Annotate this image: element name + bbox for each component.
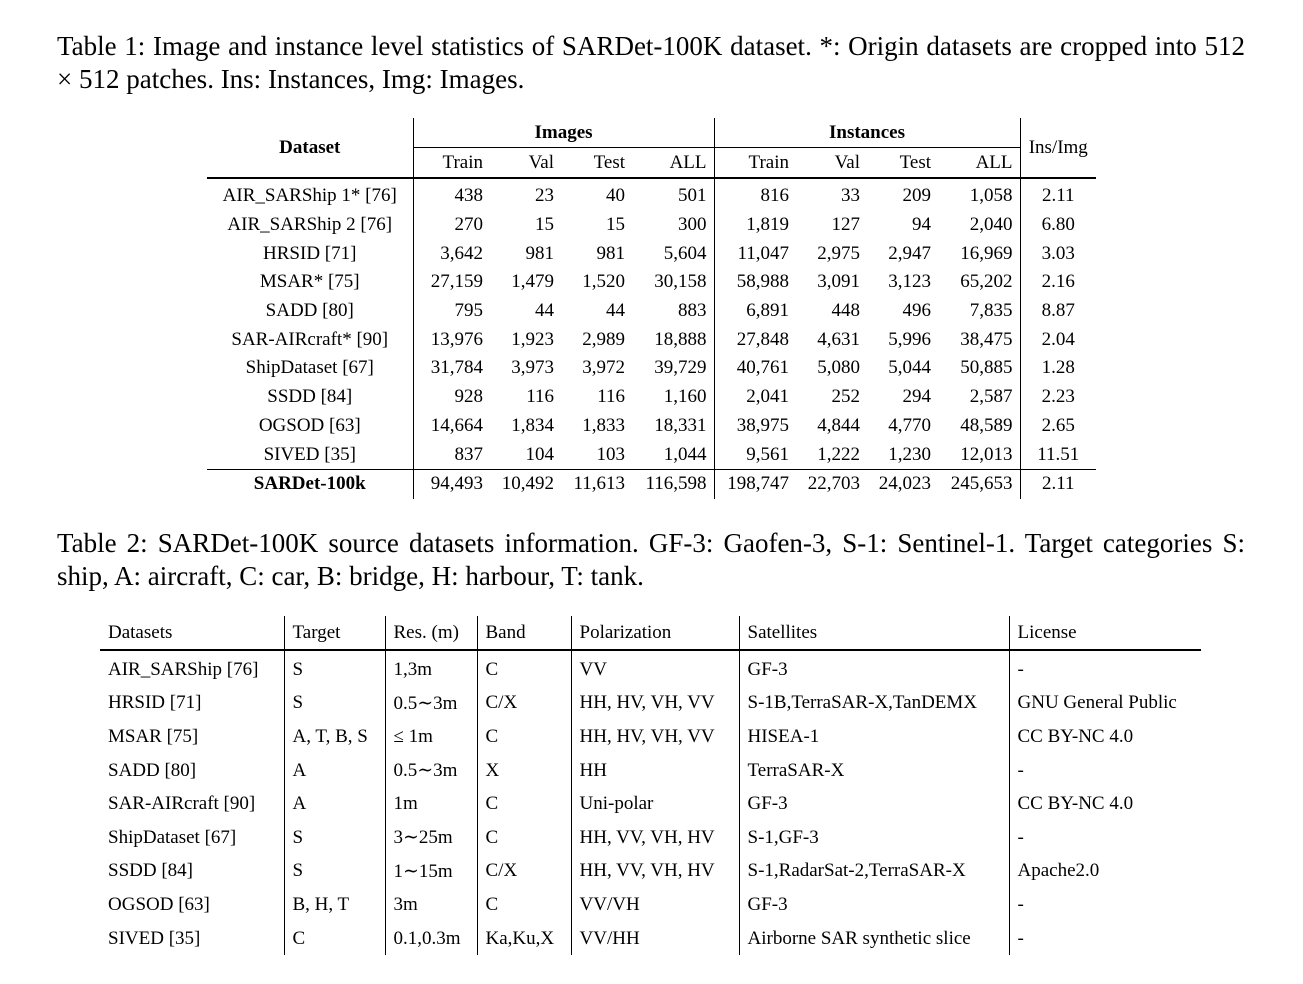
table2-cell: SSDD [84] [108,860,193,882]
dataset-name-cell: OGSOD [63] [258,414,361,436]
dataset-name-cell: AIR_SARShip 2 [76] [227,214,393,236]
images-value-cell: 501 [678,185,707,207]
table-row [207,325,1096,354]
header-images-test: Test [561,148,632,179]
instances-value-cell: 9,561 [714,440,796,469]
images-value-cell: 3,642 [413,239,490,268]
images-value-cell: 116 [526,386,554,408]
table2-cell: X [477,754,571,788]
table2-header-cell: License [1009,616,1201,650]
table2-cell: 1m [385,787,477,821]
table2-cell: GF-3 [739,787,1009,821]
table2-cell: C [284,922,385,956]
instances-value-cell: 2,041 [714,383,796,412]
images-value-cell: 13,976 [413,325,490,354]
instances-value-cell: 24,023 [867,469,938,498]
images-value-cell: 11,613 [561,469,632,498]
table2-cell: VV [571,650,739,687]
table2-cell: C/X [477,687,571,721]
images-value-cell: 14,664 [413,412,490,441]
table2-cell: GF-3 [739,888,1009,922]
images-value-cell: 40 [606,185,625,207]
images-value-cell: 1,479 [511,271,554,293]
instances-value-cell: 2,040 [969,214,1013,236]
table-row [100,754,1201,788]
images-value-cell: 116 [597,386,625,408]
table2-header-row [100,616,1201,650]
total-row [207,469,1096,498]
table-row [207,239,1096,268]
table-row [207,440,1096,469]
images-value-cell: 270 [413,211,490,240]
table2-cell: - [1009,650,1201,687]
instances-value-cell: 94 [912,214,931,236]
header-images-val: Val [490,148,561,179]
table-row [100,650,1201,687]
ratio-cell: 2.11 [1020,178,1096,211]
instances-value-cell: 65,202 [960,271,1013,293]
instances-value-cell: 48,589 [960,414,1013,436]
instances-value-cell: 5,044 [888,357,931,379]
table2-cell: Ka,Ku,X [477,922,571,956]
table-row [100,922,1201,956]
table-row [100,787,1201,821]
table2-cell: 0.1,0.3m [385,922,477,956]
table2-header-cell: Satellites [739,616,1009,650]
images-value-cell: 883 [678,300,707,322]
table2-cell: S [284,687,385,721]
table2-cell: HH, VV, VH, HV [571,821,739,855]
instances-value-cell: 22,703 [796,469,867,498]
table2-cell: - [1009,821,1201,855]
images-value-cell: 15 [606,214,625,236]
images-value-cell: 1,044 [663,443,707,465]
table2-cell: GNU General Public [1009,687,1201,721]
table2-cell: VV/HH [571,922,739,956]
instances-value-cell: 198,747 [714,469,796,498]
table2-cell: TerraSAR-X [739,754,1009,788]
dataset-name-cell: HRSID [71] [263,242,357,264]
table-row [207,383,1096,412]
table2-cell: C [477,720,571,754]
table2-cell: Apache2.0 [1009,855,1201,889]
images-value-cell: 981 [596,242,625,264]
instances-value-cell: 33 [841,185,860,207]
table-row [207,354,1096,383]
table2-cell: VV/VH [571,888,739,922]
images-value-cell: 94,493 [413,469,490,498]
table-row [207,268,1096,297]
ratio-cell: 2.04 [1020,325,1096,354]
table2-cell: A [284,754,385,788]
images-value-cell: 795 [413,297,490,326]
ratio-cell: 11.51 [1020,440,1096,469]
table2-cell: C [477,650,571,687]
table2-cell: SIVED [35] [108,927,201,949]
table2-cell: Uni-polar [571,787,739,821]
instances-value-cell: 496 [902,300,931,322]
table2-header-cell: Polarization [571,616,739,650]
table2-cell: S [284,821,385,855]
table2-cell: B, H, T [284,888,385,922]
images-value-cell: 5,604 [663,242,707,264]
instances-value-cell: 3,123 [888,271,931,293]
images-value-cell: 27,159 [413,268,490,297]
images-value-cell: 3,972 [582,357,625,379]
dataset-name-cell: SIVED [35] [263,443,356,465]
images-value-cell: 23 [535,185,554,207]
table2-cell: MSAR [75] [108,725,199,747]
header-images: Images [413,118,714,148]
table2-cell: Airborne SAR synthetic slice [739,922,1009,956]
header-dataset: Dataset [207,118,413,178]
table2-cell: HRSID [71] [108,692,202,714]
ratio-cell: 2.11 [1020,469,1096,498]
images-value-cell: 18,331 [654,414,707,436]
table2-cell: CC BY-NC 4.0 [1009,720,1201,754]
instances-value-cell: 1,222 [817,443,860,465]
instances-value-cell: 1,819 [714,211,796,240]
instances-value-cell: 2,587 [969,386,1013,408]
images-value-cell: 18,888 [654,328,707,350]
table2-cell: C [477,821,571,855]
instances-value-cell: 1,230 [888,443,931,465]
table2-header-cell: Target [284,616,385,650]
ratio-cell: 2.23 [1020,383,1096,412]
table2-cell: SADD [80] [108,759,197,781]
instances-value-cell: 4,631 [817,328,860,350]
table2-cell: OGSOD [63] [108,893,210,915]
header-instances-val: Val [796,148,867,179]
instances-value-cell: 2,947 [888,242,931,264]
instances-value-cell: 11,047 [714,239,796,268]
table2-cell: S [284,855,385,889]
table2-cell: 3∼25m [385,821,477,855]
instances-value-cell: 6,891 [714,297,796,326]
instances-value-cell: 5,996 [888,328,931,350]
table-row [100,821,1201,855]
table2-cell: - [1009,922,1201,956]
images-value-cell: 44 [606,300,625,322]
dataset-name-cell: ShipDataset [67] [245,357,374,379]
images-value-cell: 103 [596,443,625,465]
instances-value-cell: 4,770 [888,414,931,436]
instances-value-cell: 209 [902,185,931,207]
table2-cell: HH, HV, VH, VV [571,720,739,754]
images-value-cell: 1,160 [663,386,707,408]
table-row [100,720,1201,754]
instances-value-cell: 294 [902,386,931,408]
instances-value-cell: 3,091 [817,271,860,293]
ratio-cell: 2.16 [1020,268,1096,297]
table2-cell: C [477,888,571,922]
header-images-all: ALL [632,148,714,179]
dataset-name-cell: SADD [80] [265,300,354,322]
images-value-cell: 44 [535,300,554,322]
table-row [207,211,1096,240]
dataset-name-cell: AIR_SARShip 1* [76] [222,185,397,207]
table1-caption: Table 1: Image and instance level statistics of SARDet-100K dataset. *: Origin datasets are cropped into 512 × 512 patches. Ins: Instances, Img: Images. [57,31,1245,94]
dataset-name-cell: SARDet-100k [207,469,413,498]
images-value-cell: 300 [678,214,707,236]
table2-header-cell: Res. (m) [385,616,477,650]
images-value-cell: 1,834 [511,414,554,436]
table2-cell: 3m [385,888,477,922]
images-value-cell: 981 [525,242,554,264]
table-row [100,855,1201,889]
table2-cell: S-1,RadarSat-2,TerraSAR-X [739,855,1009,889]
table2-cell: 1,3m [385,650,477,687]
table2-cell: - [1009,754,1201,788]
table2-cell: HH, HV, VH, VV [571,687,739,721]
table2-cell: HH, VV, VH, HV [571,855,739,889]
images-value-cell: 116,598 [632,469,714,498]
instances-value-cell: 127 [831,214,860,236]
table2-cell: C/X [477,855,571,889]
dataset-statistics-table [207,118,1096,499]
images-value-cell: 31,784 [413,354,490,383]
instances-value-cell: 50,885 [960,357,1013,379]
ratio-cell: 3.03 [1020,239,1096,268]
instances-value-cell: 2,975 [817,242,860,264]
header-ins-per-img: Ins/Img [1020,118,1096,178]
images-value-cell: 30,158 [654,271,707,293]
table2-header-cell: Band [477,616,571,650]
images-value-cell: 15 [535,214,554,236]
table1-body [207,178,1096,499]
instances-value-cell: 38,475 [960,328,1013,350]
ratio-cell: 6.80 [1020,211,1096,240]
instances-value-cell: 245,653 [938,469,1020,498]
table2-cell: 1∼15m [385,855,477,889]
instances-value-cell: 1,058 [969,185,1013,207]
table2-cell: HISEA-1 [739,720,1009,754]
instances-value-cell: 816 [714,178,796,211]
table2-cell: S-1B,TerraSAR-X,TanDEMX [739,687,1009,721]
instances-value-cell: 5,080 [817,357,860,379]
header-instances-all: ALL [938,148,1020,179]
instances-value-cell: 58,988 [714,268,796,297]
ratio-cell: 2.65 [1020,412,1096,441]
images-value-cell: 837 [413,440,490,469]
ratio-cell: 8.87 [1020,297,1096,326]
images-value-cell: 104 [525,443,554,465]
table2-caption: Table 2: SARDet-100K source datasets information. GF-3: Gaofen-3, S-1: Sentinel-1. Target categories S: ship, A: aircraft, C: car, B: bridge, H: harbour, T: tank. [57,528,1245,591]
table-row [100,687,1201,721]
images-value-cell: 438 [413,178,490,211]
instances-value-cell: 16,969 [960,242,1013,264]
images-value-cell: 1,520 [582,271,625,293]
table-row [207,178,1096,211]
instances-value-cell: 4,844 [817,414,860,436]
table2-cell: S-1,GF-3 [739,821,1009,855]
images-value-cell: 1,833 [582,414,625,436]
instances-value-cell: 7,835 [969,300,1013,322]
source-datasets-table [100,616,1201,955]
instances-value-cell: 448 [831,300,860,322]
header-images-train: Train [413,148,490,179]
instances-value-cell: 252 [831,386,860,408]
table2-cell: A, T, B, S [284,720,385,754]
header-instances: Instances [714,118,1020,148]
table-row [207,297,1096,326]
instances-value-cell: 12,013 [960,443,1013,465]
dataset-name-cell: SSDD [84] [267,386,353,408]
table2-cell: 0.5∼3m [385,687,477,721]
dataset-name-cell: SAR-AIRcraft* [90] [231,328,389,350]
table-row [100,888,1201,922]
table2-cell: ShipDataset [67] [108,826,237,848]
images-value-cell: 39,729 [654,357,707,379]
table2-cell: - [1009,888,1201,922]
images-value-cell: 10,492 [490,469,561,498]
table2-cell: CC BY-NC 4.0 [1009,787,1201,821]
ratio-cell: 1.28 [1020,354,1096,383]
instances-value-cell: 38,975 [714,412,796,441]
table-row [207,412,1096,441]
table2-cell: SAR-AIRcraft [90] [108,793,256,815]
table2-cell: GF-3 [739,650,1009,687]
table2-cell: A [284,787,385,821]
table2-cell: HH [571,754,739,788]
header-instances-test: Test [867,148,938,179]
table2-cell: C [477,787,571,821]
table2-cell: 0.5∼3m [385,754,477,788]
images-value-cell: 928 [413,383,490,412]
table2-body [100,650,1201,955]
instances-value-cell: 40,761 [714,354,796,383]
table2-cell: S [284,650,385,687]
table2-cell: ≤ 1m [385,720,477,754]
images-value-cell: 3,973 [511,357,554,379]
instances-value-cell: 27,848 [714,325,796,354]
table2-header-cell: Datasets [100,616,284,650]
table2-cell: AIR_SARShip [76] [108,658,259,680]
header-instances-train: Train [714,148,796,179]
images-value-cell: 2,989 [582,328,625,350]
dataset-name-cell: MSAR* [75] [259,271,360,293]
images-value-cell: 1,923 [511,328,554,350]
